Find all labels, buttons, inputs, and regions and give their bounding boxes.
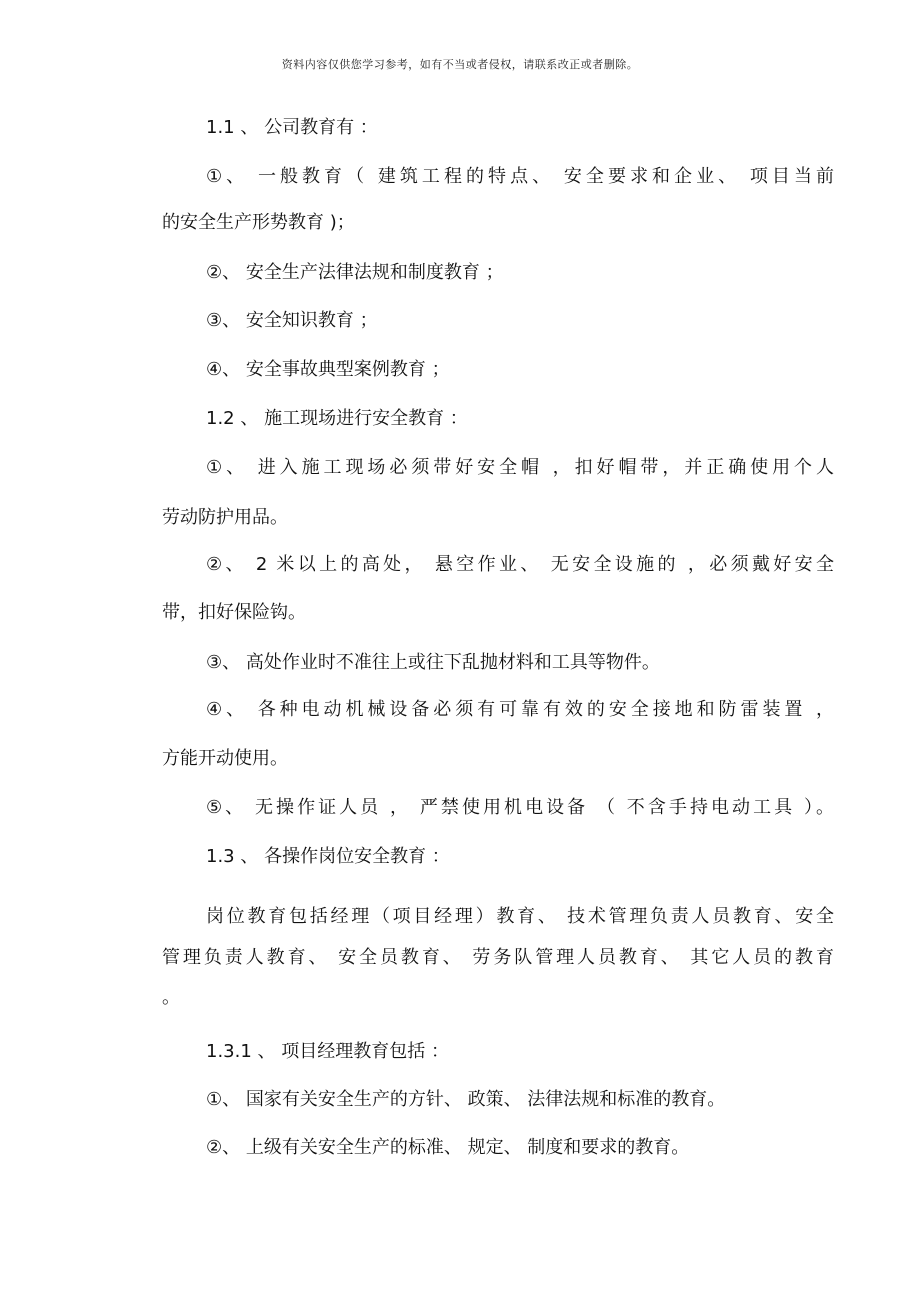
list-item: ①、 国家有关安全生产的方针、 政策、 法律法规和标准的教育。: [206, 1089, 726, 1110]
header-disclaimer: 资料内容仅供您学习参考，如有不当或者侵权，请联系改正或者删除。: [281, 58, 639, 71]
paragraph-line: 带，扣好保险钩。: [162, 602, 306, 623]
list-item: ⑤、 无操作证人员 ， 严禁使用机电设备 （ 不含手持电动工具 ）。: [206, 797, 834, 818]
paragraph-line: ①、 一般教育（ 建筑工程的特点、 安全要求和企业、 项目当前: [206, 166, 834, 187]
heading-1-3: 1.3 、 各操作岗位安全教育 ：: [206, 846, 450, 867]
paragraph-line: 。: [162, 987, 180, 1008]
list-item: ③、 安全知识教育 ；: [206, 310, 378, 331]
list-item: ③、 高处作业时不准往上或往下乱抛材料和工具等物件。: [206, 652, 660, 673]
heading-1-2: 1.2 、 施工现场进行安全教育 ：: [206, 408, 468, 429]
heading-1-3-1: 1.3.1 、 项目经理教育包括 ：: [206, 1041, 449, 1062]
heading-1-1: 1.1 、 公司教育有 ：: [206, 117, 378, 138]
paragraph-line: ①、 进入施工现场必须带好安全帽 ，扣好帽带，并正确使用个人: [206, 457, 834, 478]
list-item: ②、 上级有关安全生产的标准、 规定、 制度和要求的教育。: [206, 1137, 690, 1158]
paragraph-line: 劳动防护用品。: [162, 507, 288, 528]
paragraph-line: 方能开动使用。: [162, 748, 288, 769]
paragraph-line: 岗位教育包括经理（项目经理）教育、 技术管理负责人员教育、安全: [206, 906, 834, 927]
list-item: ②、 安全生产法律法规和制度教育 ；: [206, 262, 504, 283]
list-item: ④、 安全事故典型案例教育 ；: [206, 359, 450, 380]
paragraph-line: ②、 2 米以上的高处， 悬空作业、 无安全设施的 ，必须戴好安全: [206, 554, 834, 575]
paragraph-line: ④、 各种电动机械设备必须有可靠有效的安全接地和防雷装置 ，: [206, 699, 834, 720]
paragraph-line: 的安全生产形势教育 )；: [162, 212, 355, 233]
paragraph-line: 管理负责人教育、 安全员教育、 劳务队管理人员教育、 其它人员的教育: [162, 947, 834, 968]
